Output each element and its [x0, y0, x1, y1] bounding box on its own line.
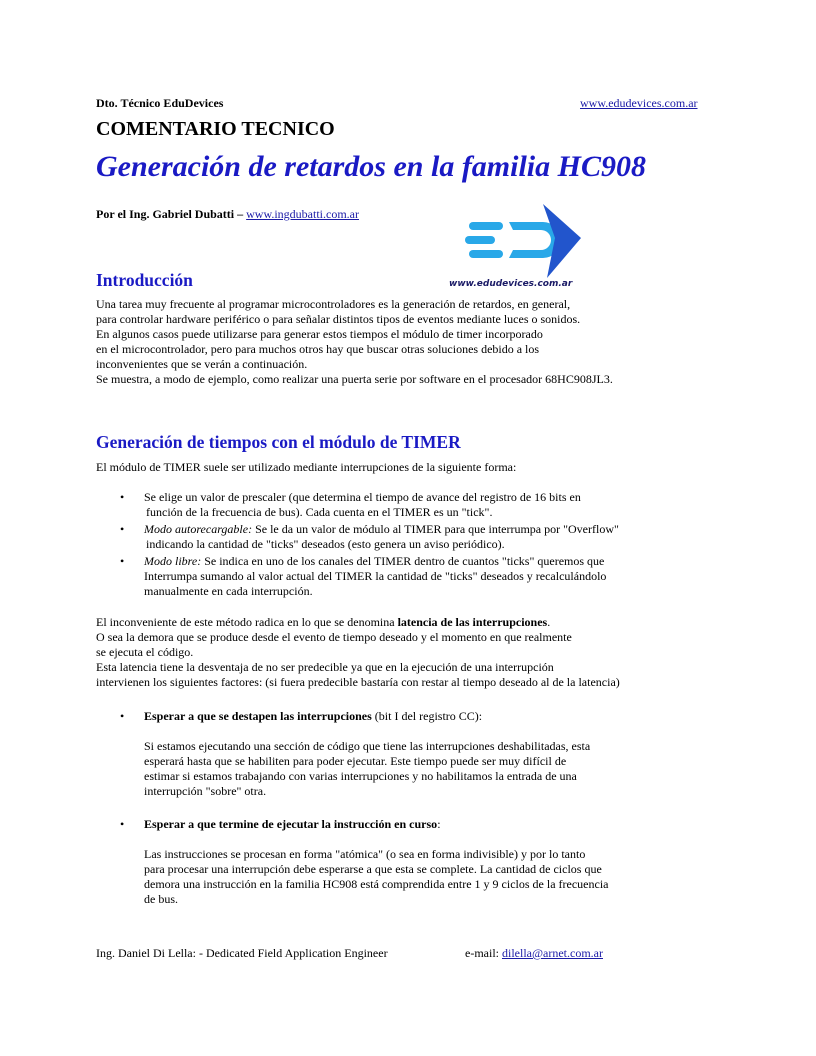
intro-paragraph	[96, 297, 613, 387]
factor-line: esperará hasta que se habiliten para poder ejecutar. Este tiempo puede ser muy difícil de	[144, 754, 567, 768]
latency-line: O sea la demora que se produce desde el evento de tiempo deseado y el momento en que realmente	[96, 630, 572, 644]
intro-heading: Introducción	[96, 270, 193, 290]
footer-author: Ing. Daniel Di Lella: - Dedicated Field Application Engineer	[96, 946, 388, 960]
factor-line: Las instrucciones se procesan en forma "atómica" (o sea en forma indivisible) y por lo tanto	[144, 847, 586, 861]
timer-bullet-3	[144, 554, 606, 599]
latency-paragraph	[96, 615, 620, 690]
header-left: Dto. Técnico EduDevices	[96, 96, 224, 110]
bullet-line: indicando la cantidad de "ticks" deseados (esto genera un aviso periódico).	[146, 537, 505, 551]
intro-line: Una tarea muy frecuente al programar microcontroladores es la generación de retardos, en general,	[96, 297, 571, 311]
timer-lead: El módulo de TIMER suele ser utilizado mediante interrupciones de la siguiente forma:	[96, 460, 517, 474]
factor-2-paragraph	[144, 847, 608, 907]
bullet-dot: •	[120, 817, 125, 831]
timer-bullet-1	[144, 490, 581, 520]
footer-email-link[interactable]: dilella@arnet.com.ar	[501, 946, 603, 960]
bullet-line: función de la frecuencia de bus). Cada cuenta en el TIMER es un "tick".	[146, 505, 493, 519]
factor-2-heading	[144, 817, 441, 832]
logo-graphic	[443, 194, 605, 290]
intro-line: En algunos casos puede utilizarse para generar estos tiempos el módulo de timer incorporado	[96, 327, 543, 341]
edudevices-logo	[443, 194, 605, 290]
bullet-emphasis: Modo libre:	[144, 554, 202, 568]
latency-line: Esta latencia tiene la desventaja de no ser predecible ya que en la ejecución de una interrupción	[96, 660, 554, 674]
page-title: Generación de retardos en la familia HC908	[96, 150, 646, 183]
bullet-line: Se indica en uno de los canales del TIMER dentro de cuantos "ticks" queremos que	[201, 554, 605, 568]
intro-line: en el microcontrolador, pero para muchos otros hay que buscar otras soluciones debido a los	[96, 342, 540, 356]
latency-suffix: .	[547, 615, 551, 629]
factor-bold: Esperar a que se destapen las interrupciones	[144, 709, 372, 723]
factor-rest: :	[437, 817, 441, 831]
logo-caption: www.edudevices.com.ar	[449, 279, 573, 289]
latency-line: se ejecuta el código.	[96, 645, 194, 659]
bullet-line: Se le da un valor de módulo al TIMER para que interrumpa por "Overflow"	[252, 522, 619, 536]
factor-1-paragraph	[144, 739, 590, 799]
timer-bullet-2	[144, 522, 619, 552]
footer-email-label: e-mail:	[465, 946, 502, 960]
bullet-dot: •	[120, 522, 125, 536]
intro-line: inconvenientes que se verán a continuación.	[96, 357, 308, 371]
factor-line: de bus.	[144, 892, 178, 906]
header-website-link[interactable]: www.edudevices.com.ar	[580, 96, 698, 110]
byline	[96, 207, 359, 222]
latency-prefix: El inconveniente de este método radica en lo que se denomina	[96, 615, 398, 629]
footer-email	[465, 946, 603, 961]
kicker: COMENTARIO TECNICO	[96, 118, 335, 140]
bullet-dot: •	[120, 490, 125, 504]
factor-line: demora una instrucción en la familia HC908 está comprendida entre 1 y 9 ciclos de la frecuencia	[144, 877, 609, 891]
factor-line: interrupción "sobre" otra.	[144, 784, 267, 798]
bullet-line: Interrumpa sumando al valor actual del TIMER la cantidad de "ticks" deseados y recalculándolo	[144, 569, 607, 583]
bullet-line: Se elige un valor de prescaler (que determina el tiempo de avance del registro de 16 bits en	[144, 490, 581, 504]
factor-line: estimar si estamos trabajando con varias interrupciones y no habilitamos la entrada de una	[144, 769, 577, 783]
factor-1-heading	[144, 709, 482, 724]
byline-link[interactable]: www.ingdubatti.com.ar	[246, 207, 359, 221]
intro-line: para controlar hardware periférico o para señalar distintos tipos de eventos mediante luces o sonidos.	[96, 312, 581, 326]
bullet-line: manualmente en cada interrupción.	[144, 584, 313, 598]
latency-line: intervienen los siguientes factores: (si fuera predecible bastaría con restar al tiempo deseado al de la latencia)	[96, 675, 620, 689]
factor-line: para procesar una interrupción debe esperarse a que esta se complete. La cantidad de ciclos que	[144, 862, 602, 876]
bullet-emphasis: Modo autorecargable:	[144, 522, 253, 536]
latency-bold: latencia de las interrupciones	[397, 615, 548, 629]
bullet-dot: •	[120, 709, 125, 723]
factor-bold: Esperar a que termine de ejecutar la instrucción en curso	[144, 817, 438, 831]
factor-line: Si estamos ejecutando una sección de código que tiene las interrupciones deshabilitadas, esta	[144, 739, 591, 753]
byline-prefix: Por el Ing. Gabriel Dubatti –	[96, 207, 247, 221]
intro-line: Se muestra, a modo de ejemplo, como realizar una puerta serie por software en el procesador 68HC908JL3.	[96, 372, 613, 386]
factor-rest: (bit I del registro CC):	[371, 709, 483, 723]
timer-heading: Generación de tiempos con el módulo de TIMER	[96, 432, 461, 452]
bullet-dot: •	[120, 554, 125, 568]
